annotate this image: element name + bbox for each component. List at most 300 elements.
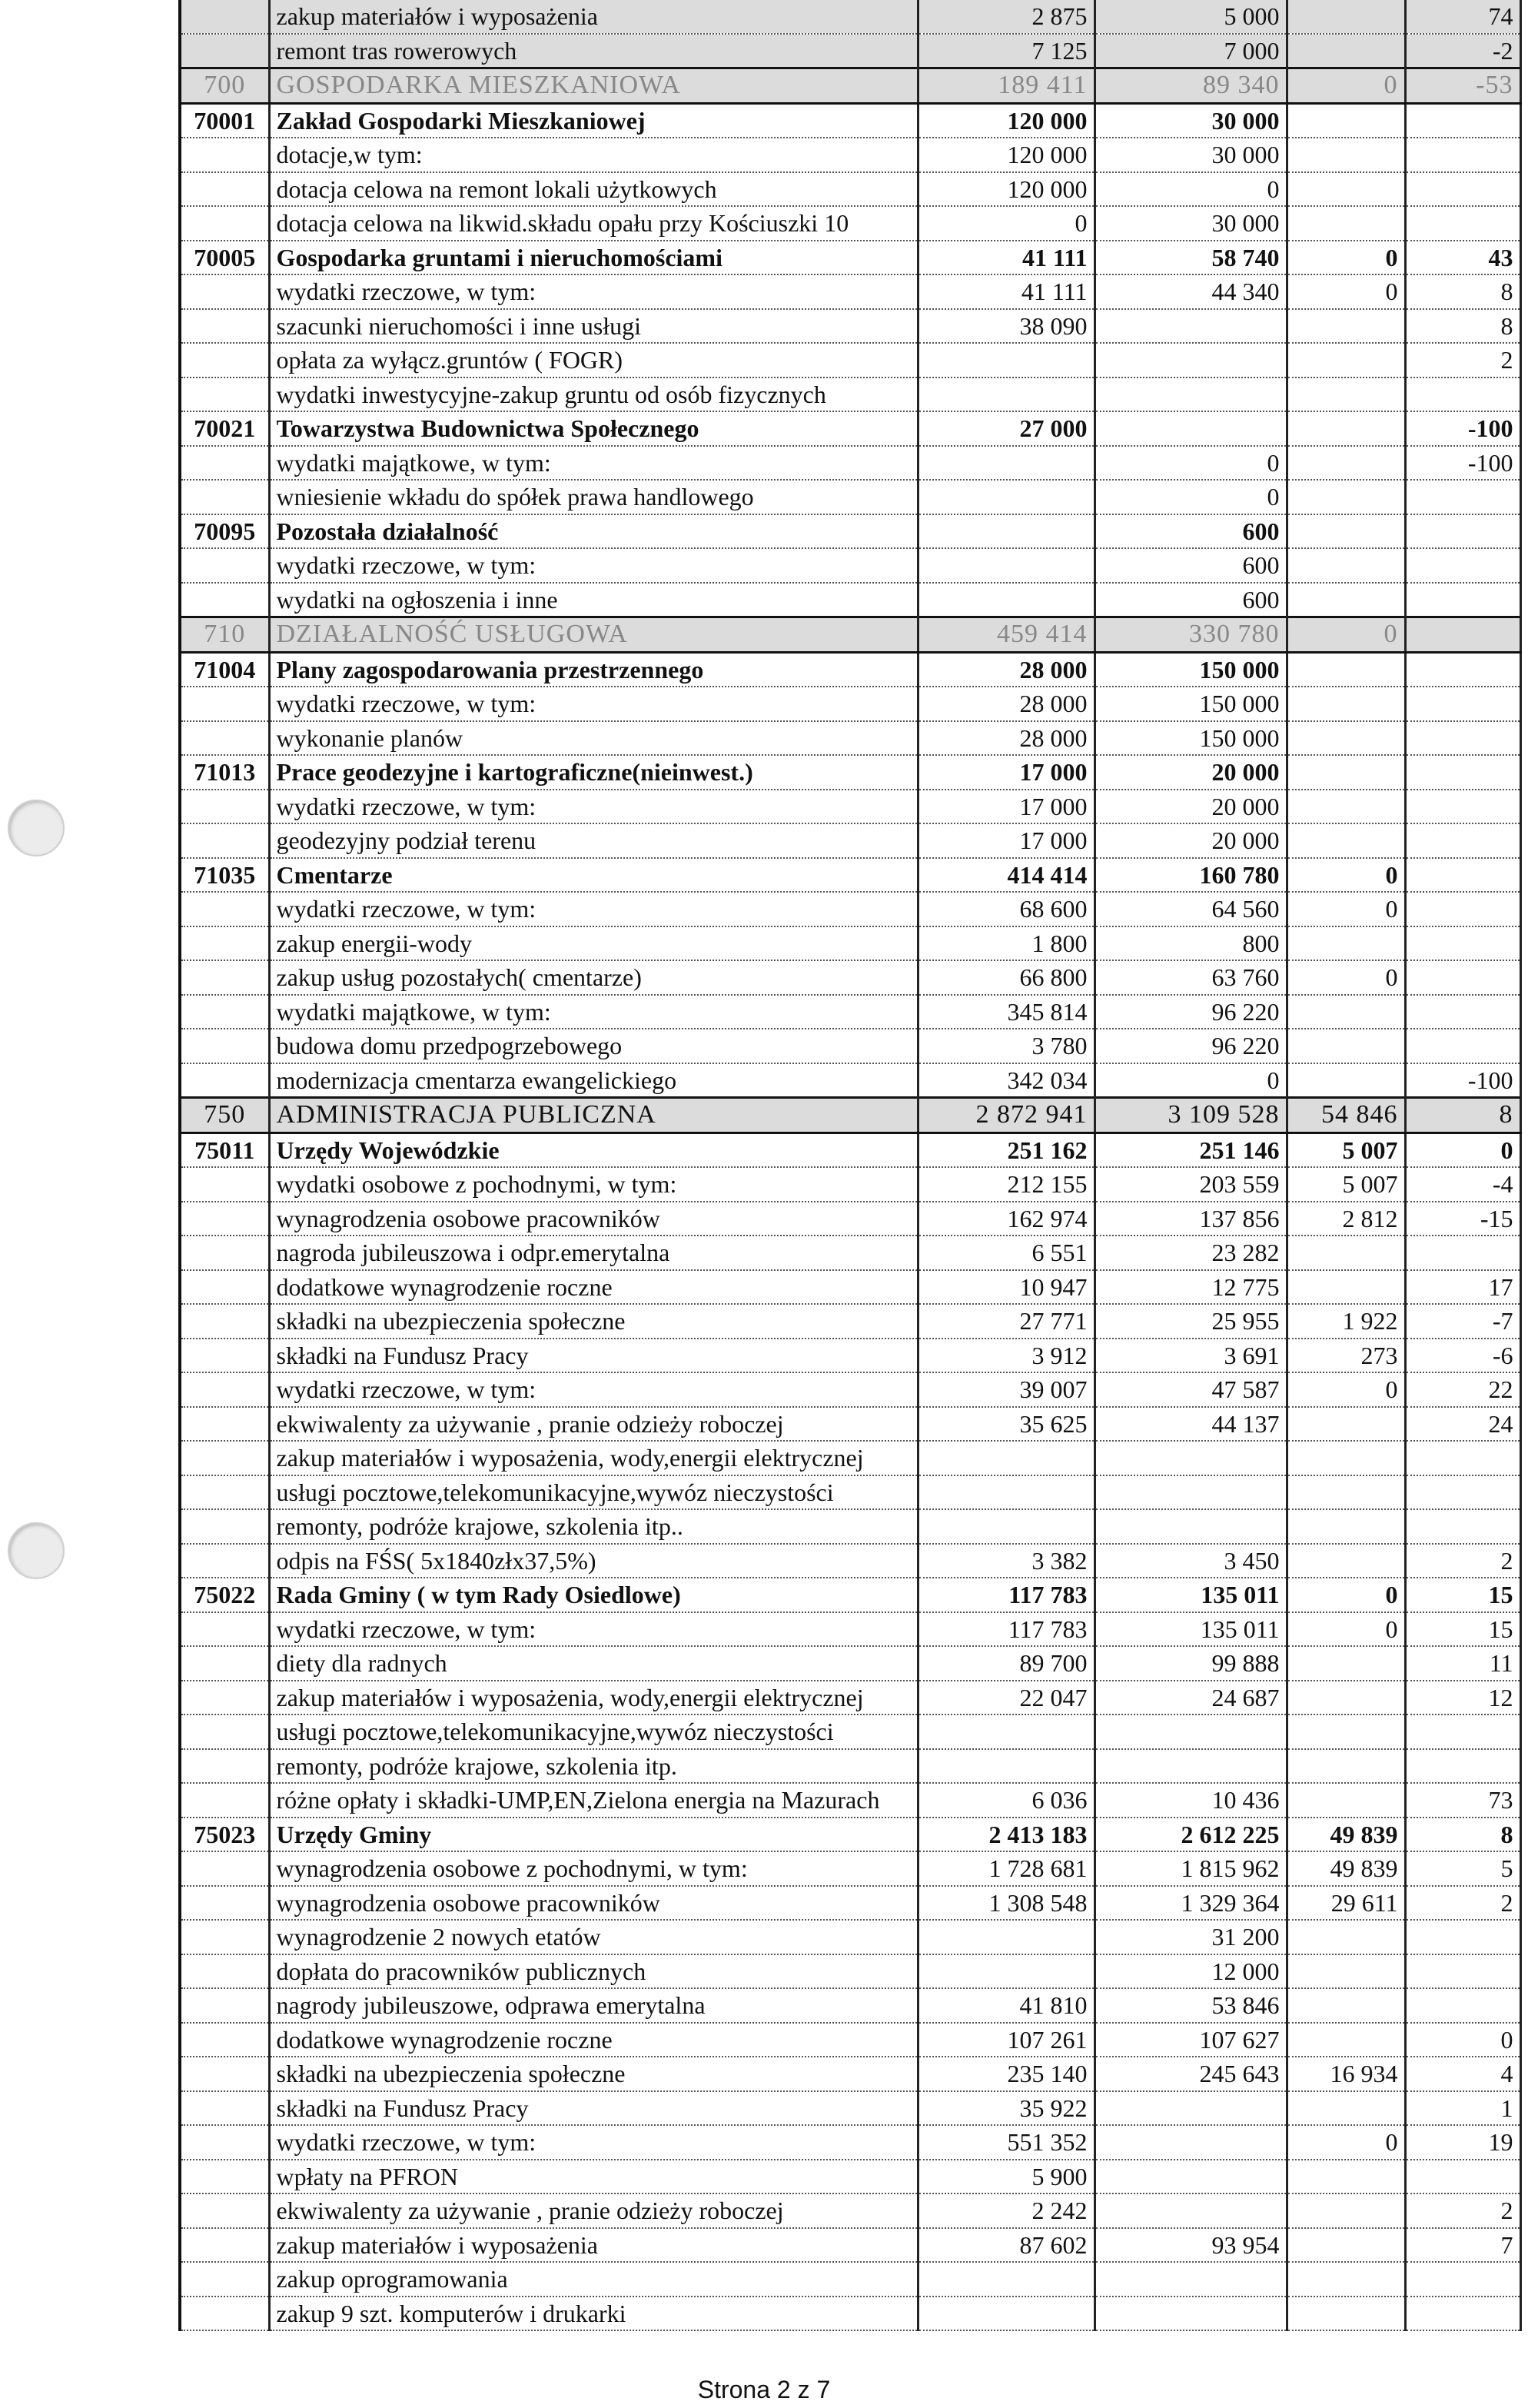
amount-subsidy-cell: 16 934	[1287, 2057, 1405, 2091]
amount-planned-cell: 30 000	[1095, 138, 1287, 172]
amount-subsidy-cell: 0	[1287, 241, 1405, 275]
section-code-cell	[180, 1029, 269, 1063]
item-description-cell: dodatkowe wynagrodzenie roczne	[269, 2023, 918, 2057]
amount-executed-cell	[918, 480, 1095, 514]
table-row	[180, 1270, 1520, 1305]
section-code-cell	[180, 138, 269, 172]
item-description-cell: diety dla radnych	[269, 1646, 918, 1681]
section-code-cell	[180, 995, 269, 1029]
amount-executed-cell: 22 047	[918, 1681, 1095, 1715]
amount-executed-cell: 2 413 183	[918, 1818, 1095, 1852]
amount-subsidy-cell	[1287, 1988, 1405, 2023]
amount-subsidy-cell	[1287, 2228, 1405, 2263]
percent-change-cell: 43	[1405, 241, 1520, 275]
amount-executed-cell: 120 000	[918, 138, 1095, 172]
amount-subsidy-cell: 0	[1287, 68, 1405, 104]
table-row	[180, 1988, 1520, 2023]
amount-executed-cell: 89 700	[918, 1646, 1095, 1681]
section-code-cell: 75022	[180, 1578, 269, 1612]
amount-planned-cell	[1095, 2160, 1287, 2194]
item-description-cell: ADMINISTRACJA PUBLICZNA	[269, 1098, 918, 1133]
amount-subsidy-cell	[1287, 2023, 1405, 2057]
amount-subsidy-cell	[1287, 2193, 1405, 2228]
amount-executed-cell	[918, 343, 1095, 377]
amount-subsidy-cell	[1287, 1029, 1405, 1063]
amount-planned-cell	[1095, 2091, 1287, 2126]
percent-change-cell	[1405, 138, 1520, 172]
section-code-cell	[180, 1783, 269, 1818]
section-code-cell	[180, 926, 269, 961]
page-footer: Strona 2 z 7	[697, 2376, 831, 2403]
amount-subsidy-cell: 0	[1287, 1612, 1405, 1647]
amount-planned-cell: 24 687	[1095, 1681, 1287, 1715]
item-description-cell: Towarzystwa Budownictwa Społecznego	[269, 411, 918, 446]
item-description-cell: dotacja celowa na remont lokali użytkowych	[269, 172, 918, 207]
amount-executed-cell: 35 922	[918, 2091, 1095, 2126]
table-row	[180, 1715, 1520, 1749]
amount-planned-cell	[1095, 2193, 1287, 2228]
amount-executed-cell: 117 783	[918, 1612, 1095, 1647]
percent-change-cell: -6	[1405, 1339, 1520, 1373]
section-code-cell	[180, 1749, 269, 1784]
item-description-cell: Urzędy Gminy	[269, 1818, 918, 1852]
amount-executed-cell: 41 111	[918, 274, 1095, 309]
amount-planned-cell: 10 436	[1095, 1783, 1287, 1818]
amount-planned-cell: 0	[1095, 1063, 1287, 1098]
amount-subsidy-cell	[1287, 103, 1405, 138]
percent-change-cell: 2	[1405, 343, 1520, 377]
item-description-cell: zakup usług pozostałych( cmentarze)	[269, 960, 918, 995]
table-row	[180, 1407, 1520, 1442]
amount-planned-cell: 12 000	[1095, 1954, 1287, 1989]
amount-subsidy-cell	[1287, 0, 1405, 34]
section-code-cell	[180, 1202, 269, 1236]
amount-subsidy-cell: 0	[1287, 2125, 1405, 2160]
table-row	[180, 2091, 1520, 2126]
amount-planned-cell	[1095, 2125, 1287, 2160]
amount-planned-cell: 99 888	[1095, 1646, 1287, 1681]
percent-change-cell: 11	[1405, 1646, 1520, 1681]
section-code-cell: 71013	[180, 755, 269, 790]
percent-change-cell	[1405, 1236, 1520, 1270]
table-row	[180, 1783, 1520, 1818]
amount-executed-cell: 27 771	[918, 1304, 1095, 1339]
section-code-cell: 750	[180, 1098, 269, 1133]
table-row	[180, 960, 1520, 995]
percent-change-cell: 1	[1405, 2091, 1520, 2126]
section-code-cell	[180, 1236, 269, 1270]
amount-subsidy-cell	[1287, 2091, 1405, 2126]
amount-executed-cell	[918, 1954, 1095, 1989]
table-row	[180, 1509, 1520, 1544]
table-row	[180, 2262, 1520, 2297]
amount-executed-cell: 3 382	[918, 1544, 1095, 1578]
item-description-cell: wydatki majątkowe, w tym:	[269, 446, 918, 481]
amount-subsidy-cell	[1287, 652, 1405, 687]
amount-subsidy-cell	[1287, 1749, 1405, 1784]
amount-subsidy-cell	[1287, 206, 1405, 241]
percent-change-cell	[1405, 823, 1520, 858]
item-description-cell: zakup materiałów i wyposażenia, wody,energii elektrycznej	[269, 1681, 918, 1715]
section-code-cell	[180, 687, 269, 721]
amount-subsidy-cell	[1287, 1270, 1405, 1305]
amount-executed-cell: 7 125	[918, 34, 1095, 68]
amount-planned-cell: 47 587	[1095, 1372, 1287, 1407]
percent-change-cell: -100	[1405, 411, 1520, 446]
section-code-cell	[180, 1920, 269, 1954]
amount-executed-cell	[918, 548, 1095, 583]
amount-subsidy-cell	[1287, 2160, 1405, 2194]
amount-subsidy-cell	[1287, 995, 1405, 1029]
section-code-cell	[180, 480, 269, 514]
percent-change-cell	[1405, 652, 1520, 687]
table-row	[180, 1475, 1520, 1510]
amount-executed-cell: 120 000	[918, 172, 1095, 207]
percent-change-cell	[1405, 960, 1520, 995]
amount-planned-cell: 31 200	[1095, 1920, 1287, 1954]
table-row	[180, 1920, 1520, 1954]
percent-change-cell	[1405, 2297, 1520, 2331]
amount-planned-cell: 63 760	[1095, 960, 1287, 995]
percent-change-cell	[1405, 206, 1520, 241]
percent-change-cell	[1405, 926, 1520, 961]
amount-subsidy-cell: 54 846	[1287, 1098, 1405, 1133]
amount-subsidy-cell	[1287, 1407, 1405, 1442]
amount-executed-cell	[918, 1509, 1095, 1544]
amount-planned-cell	[1095, 2262, 1287, 2297]
item-description-cell: nagroda jubileuszowa i odpr.emerytalna	[269, 1236, 918, 1270]
amount-planned-cell: 0	[1095, 446, 1287, 481]
amount-planned-cell: 135 011	[1095, 1612, 1287, 1647]
amount-planned-cell	[1095, 309, 1287, 344]
section-code-cell	[180, 1339, 269, 1373]
table-section-row	[180, 652, 1520, 687]
section-code-cell	[180, 2125, 269, 2160]
item-description-cell: Plany zagospodarowania przestrzennego	[269, 652, 918, 687]
amount-executed-cell: 35 625	[918, 1407, 1095, 1442]
table-row	[180, 377, 1520, 412]
amount-planned-cell: 2 612 225	[1095, 1818, 1287, 1852]
section-code-cell	[180, 1612, 269, 1647]
amount-subsidy-cell: 0	[1287, 1372, 1405, 1407]
percent-change-cell	[1405, 755, 1520, 790]
table-row	[180, 892, 1520, 926]
amount-executed-cell: 17 000	[918, 755, 1095, 790]
amount-planned-cell: 20 000	[1095, 755, 1287, 790]
amount-executed-cell: 107 261	[918, 2023, 1095, 2057]
amount-planned-cell: 53 846	[1095, 1988, 1287, 2023]
table-section-row	[180, 858, 1520, 893]
amount-executed-cell: 27 000	[918, 411, 1095, 446]
item-description-cell: Cmentarze	[269, 858, 918, 893]
amount-subsidy-cell: 0	[1287, 892, 1405, 926]
section-code-cell: 75011	[180, 1132, 269, 1167]
amount-planned-cell: 3 109 528	[1095, 1098, 1287, 1133]
amount-subsidy-cell: 5 007	[1287, 1167, 1405, 1202]
amount-planned-cell: 44 340	[1095, 274, 1287, 309]
item-description-cell: wydatki rzeczowe, w tym:	[269, 892, 918, 926]
item-description-cell: dotacja celowa na likwid.składu opału przy Kościuszki 10	[269, 206, 918, 241]
amount-planned-cell: 12 775	[1095, 1270, 1287, 1305]
amount-planned-cell: 64 560	[1095, 892, 1287, 926]
item-description-cell: usługi pocztowe,telekomunikacyjne,wywóz nieczystości	[269, 1715, 918, 1749]
item-description-cell: wydatki inwestycyjne-zakup gruntu od osób fizycznych	[269, 377, 918, 412]
amount-executed-cell: 120 000	[918, 103, 1095, 138]
amount-planned-cell: 0	[1095, 172, 1287, 207]
item-description-cell: nagrody jubileuszowe, odprawa emerytalna	[269, 1988, 918, 2023]
amount-executed-cell	[918, 377, 1095, 412]
percent-change-cell	[1405, 2160, 1520, 2194]
item-description-cell: wynagrodzenia osobowe z pochodnymi, w tym:	[269, 1851, 918, 1886]
amount-executed-cell	[918, 1715, 1095, 1749]
amount-subsidy-cell	[1287, 790, 1405, 824]
percent-change-cell: 2	[1405, 1886, 1520, 1921]
amount-executed-cell: 28 000	[918, 687, 1095, 721]
section-code-cell	[180, 1475, 269, 1510]
section-code-cell: 75023	[180, 1818, 269, 1852]
table-row	[180, 2297, 1520, 2331]
table-row	[180, 2160, 1520, 2194]
amount-subsidy-cell: 49 839	[1287, 1851, 1405, 1886]
amount-subsidy-cell	[1287, 343, 1405, 377]
amount-subsidy-cell	[1287, 172, 1405, 207]
amount-planned-cell: 20 000	[1095, 823, 1287, 858]
amount-planned-cell: 150 000	[1095, 687, 1287, 721]
table-row	[180, 1612, 1520, 1647]
section-code-cell	[180, 377, 269, 412]
section-code-cell	[180, 548, 269, 583]
item-description-cell: wydatki rzeczowe, w tym:	[269, 548, 918, 583]
amount-subsidy-cell	[1287, 1509, 1405, 1544]
amount-executed-cell: 414 414	[918, 858, 1095, 893]
section-code-cell	[180, 172, 269, 207]
amount-executed-cell	[918, 2262, 1095, 2297]
table-row	[180, 138, 1520, 172]
section-code-cell	[180, 583, 269, 617]
section-code-cell: 70095	[180, 514, 269, 549]
amount-subsidy-cell: 0	[1287, 617, 1405, 653]
table-row	[180, 206, 1520, 241]
amount-planned-cell	[1095, 1749, 1287, 1784]
item-description-cell: wydatki osobowe z pochodnymi, w tym:	[269, 1167, 918, 1202]
amount-planned-cell: 150 000	[1095, 721, 1287, 756]
table-row	[180, 172, 1520, 207]
percent-change-cell	[1405, 172, 1520, 207]
item-description-cell: szacunki nieruchomości i inne usługi	[269, 309, 918, 344]
item-description-cell: zakup 9 szt. komputerów i drukarki	[269, 2297, 918, 2331]
percent-change-cell: 0	[1405, 2023, 1520, 2057]
amount-planned-cell: 1 815 962	[1095, 1851, 1287, 1886]
amount-subsidy-cell: 0	[1287, 960, 1405, 995]
section-code-cell	[180, 1167, 269, 1202]
amount-subsidy-cell: 0	[1287, 1578, 1405, 1612]
section-code-cell	[180, 2228, 269, 2263]
percent-change-cell: 8	[1405, 1818, 1520, 1852]
item-description-cell: modernizacja cmentarza ewangelickiego	[269, 1063, 918, 1098]
item-description-cell: wynagrodzenie 2 nowych etatów	[269, 1920, 918, 1954]
amount-executed-cell	[918, 2297, 1095, 2331]
table-section-row	[180, 1578, 1520, 1612]
table-row	[180, 446, 1520, 481]
percent-change-cell: 22	[1405, 1372, 1520, 1407]
amount-executed-cell: 6 036	[918, 1783, 1095, 1818]
section-code-cell: 71004	[180, 652, 269, 687]
item-description-cell: Urzędy Wojewódzkie	[269, 1132, 918, 1167]
item-description-cell: remonty, podróże krajowe, szkolenia itp..	[269, 1509, 918, 1544]
item-description-cell: wynagrodzenia osobowe pracowników	[269, 1202, 918, 1236]
amount-subsidy-cell	[1287, 309, 1405, 344]
amount-executed-cell	[918, 446, 1095, 481]
item-description-cell: składki na Fundusz Pracy	[269, 2091, 918, 2126]
amount-planned-cell: 30 000	[1095, 103, 1287, 138]
amount-planned-cell	[1095, 343, 1287, 377]
amount-executed-cell: 38 090	[918, 309, 1095, 344]
item-description-cell: wykonanie planów	[269, 721, 918, 756]
section-code-cell: 710	[180, 617, 269, 653]
item-description-cell: wydatki rzeczowe, w tym:	[269, 274, 918, 309]
amount-executed-cell: 10 947	[918, 1270, 1095, 1305]
amount-executed-cell: 87 602	[918, 2228, 1095, 2263]
table-section-row	[180, 514, 1520, 549]
section-code-cell	[180, 1372, 269, 1407]
amount-planned-cell	[1095, 1441, 1287, 1475]
item-description-cell: wydatki majątkowe, w tym:	[269, 995, 918, 1029]
table-row	[180, 343, 1520, 377]
amount-executed-cell: 251 162	[918, 1132, 1095, 1167]
percent-change-cell	[1405, 617, 1520, 653]
percent-change-cell	[1405, 548, 1520, 583]
table-row	[180, 2057, 1520, 2091]
section-code-cell	[180, 960, 269, 995]
item-description-cell: budowa domu przedpogrzebowego	[269, 1029, 918, 1063]
table-row	[180, 2023, 1520, 2057]
amount-executed-cell: 3 912	[918, 1339, 1095, 1373]
amount-planned-cell: 150 000	[1095, 652, 1287, 687]
amount-planned-cell: 600	[1095, 548, 1287, 583]
amount-subsidy-cell	[1287, 1681, 1405, 1715]
amount-executed-cell: 212 155	[918, 1167, 1095, 1202]
section-code-cell	[180, 1509, 269, 1544]
amount-executed-cell: 0	[918, 206, 1095, 241]
table-row	[180, 480, 1520, 514]
amount-executed-cell: 235 140	[918, 2057, 1095, 2091]
section-code-cell	[180, 1544, 269, 1578]
section-code-cell	[180, 2091, 269, 2126]
amount-subsidy-cell	[1287, 480, 1405, 514]
percent-change-cell: 8	[1405, 274, 1520, 309]
item-description-cell: remonty, podróże krajowe, szkolenia itp.	[269, 1749, 918, 1784]
section-code-cell	[180, 343, 269, 377]
percent-change-cell: -15	[1405, 1202, 1520, 1236]
section-code-cell	[180, 1681, 269, 1715]
amount-subsidy-cell: 0	[1287, 858, 1405, 893]
percent-change-cell	[1405, 2262, 1520, 2297]
amount-subsidy-cell	[1287, 2262, 1405, 2297]
amount-planned-cell: 5 000	[1095, 0, 1287, 34]
item-description-cell: różne opłaty i składki-UMP,EN,Zielona energia na Mazurach	[269, 1783, 918, 1818]
amount-planned-cell: 330 780	[1095, 617, 1287, 653]
item-description-cell: zakup energii-wody	[269, 926, 918, 961]
section-code-cell	[180, 2297, 269, 2331]
section-code-cell	[180, 1270, 269, 1305]
amount-subsidy-cell	[1287, 34, 1405, 68]
section-code-cell	[180, 2193, 269, 2228]
amount-subsidy-cell	[1287, 1441, 1405, 1475]
item-description-cell: wpłaty na PFRON	[269, 2160, 918, 2194]
amount-subsidy-cell	[1287, 1063, 1405, 1098]
amount-planned-cell: 245 643	[1095, 2057, 1287, 2091]
item-description-cell: składki na ubezpieczenia społeczne	[269, 1304, 918, 1339]
amount-executed-cell	[918, 514, 1095, 549]
amount-planned-cell: 600	[1095, 514, 1287, 549]
percent-change-cell: 7	[1405, 2228, 1520, 2263]
amount-planned-cell	[1095, 411, 1287, 446]
amount-planned-cell: 0	[1095, 480, 1287, 514]
table-section-row	[180, 411, 1520, 446]
amount-planned-cell: 44 137	[1095, 1407, 1287, 1442]
item-description-cell: wydatki rzeczowe, w tym:	[269, 1612, 918, 1647]
item-description-cell: ekwiwalenty za używanie , pranie odzieży roboczej	[269, 1407, 918, 1442]
item-description-cell: odpis na FŚS( 5x1840złx37,5%)	[269, 1544, 918, 1578]
item-description-cell: Prace geodezyjne i kartograficzne(nieinwest.)	[269, 755, 918, 790]
amount-executed-cell: 41 111	[918, 241, 1095, 275]
amount-planned-cell: 20 000	[1095, 790, 1287, 824]
table-row	[180, 2228, 1520, 2263]
section-code-cell: 70005	[180, 241, 269, 275]
item-description-cell: Rada Gminy ( w tym Rady Osiedlowe)	[269, 1578, 918, 1612]
amount-planned-cell	[1095, 1509, 1287, 1544]
table-row	[180, 1202, 1520, 1236]
section-code-cell	[180, 2160, 269, 2194]
percent-change-cell: 8	[1405, 309, 1520, 344]
budget-table-body	[180, 0, 1520, 2330]
item-description-cell: DZIAŁALNOŚĆ USŁUGOWA	[269, 617, 918, 653]
percent-change-cell	[1405, 514, 1520, 549]
amount-executed-cell: 41 810	[918, 1988, 1095, 2023]
section-code-cell	[180, 2057, 269, 2091]
section-code-cell	[180, 2262, 269, 2297]
percent-change-cell: 15	[1405, 1578, 1520, 1612]
amount-executed-cell: 345 814	[918, 995, 1095, 1029]
amount-executed-cell: 342 034	[918, 1063, 1095, 1098]
punch-hole-upper	[8, 800, 65, 856]
amount-planned-cell	[1095, 1715, 1287, 1749]
item-description-cell: Pozostała działalność	[269, 514, 918, 549]
table-section-row	[180, 103, 1520, 138]
percent-change-cell: 74	[1405, 0, 1520, 34]
amount-planned-cell: 3 691	[1095, 1339, 1287, 1373]
item-description-cell: geodezyjny podział terenu	[269, 823, 918, 858]
table-row	[180, 926, 1520, 961]
item-description-cell: wniesienie wkładu do spółek prawa handlowego	[269, 480, 918, 514]
amount-executed-cell: 189 411	[918, 68, 1095, 104]
budget-table	[178, 0, 1522, 2331]
amount-executed-cell: 6 551	[918, 1236, 1095, 1270]
percent-change-cell	[1405, 1029, 1520, 1063]
amount-planned-cell: 137 856	[1095, 1202, 1287, 1236]
amount-executed-cell: 17 000	[918, 790, 1095, 824]
amount-planned-cell: 1 329 364	[1095, 1886, 1287, 1921]
percent-change-cell: -2	[1405, 34, 1520, 68]
percent-change-cell: 15	[1405, 1612, 1520, 1647]
percent-change-cell	[1405, 480, 1520, 514]
table-row	[180, 0, 1520, 34]
amount-subsidy-cell	[1287, 1715, 1405, 1749]
item-description-cell: ekwiwalenty za używanie , pranie odzieży roboczej	[269, 2193, 918, 2228]
table-row	[180, 1441, 1520, 1475]
amount-subsidy-cell	[1287, 823, 1405, 858]
amount-planned-cell: 600	[1095, 583, 1287, 617]
